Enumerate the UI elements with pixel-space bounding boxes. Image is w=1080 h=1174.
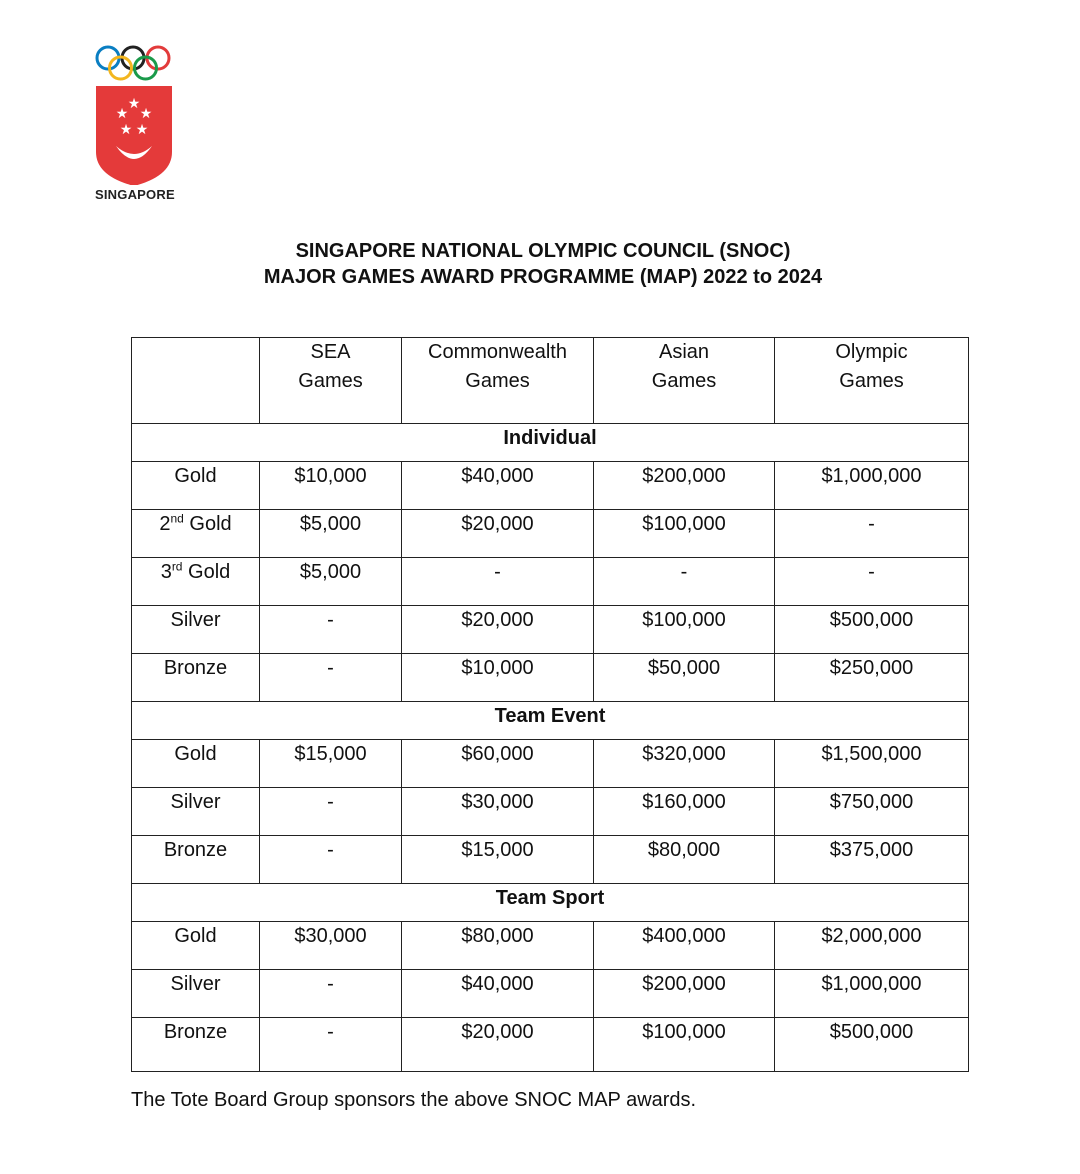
medal-label: Bronze [132, 654, 260, 702]
sea-value: $5,000 [260, 510, 402, 558]
medal-label: Bronze [132, 836, 260, 884]
sea-value: - [260, 970, 402, 1018]
table-row [132, 462, 969, 510]
olympic-value: $500,000 [775, 1018, 969, 1072]
commonwealth-value: $20,000 [402, 1018, 594, 1072]
olympic-value: - [775, 510, 969, 558]
commonwealth-value: $30,000 [402, 788, 594, 836]
asian-value: $200,000 [594, 970, 775, 1018]
sea-value: - [260, 836, 402, 884]
svg-text:★: ★ [139, 106, 153, 122]
table-row [132, 788, 969, 836]
asian-value: $320,000 [594, 740, 775, 788]
table-row [132, 836, 969, 884]
commonwealth-value: $10,000 [402, 654, 594, 702]
asian-value: $100,000 [594, 606, 775, 654]
title-line-1: SINGAPORE NATIONAL OLYMPIC COUNCIL (SNOC) [295, 240, 791, 262]
medal-label: Silver [132, 970, 260, 1018]
sea-value: $5,000 [260, 558, 402, 606]
commonwealth-value: $80,000 [402, 922, 594, 970]
sponsor-footnote: The Tote Board Group sponsors the above SNOC MAP awards. [131, 1089, 697, 1111]
asian-value: $200,000 [594, 462, 775, 510]
commonwealth-value: $20,000 [402, 510, 594, 558]
table-row [132, 510, 969, 558]
olympic-value: $1,500,000 [775, 740, 969, 788]
sea-value: - [260, 788, 402, 836]
sea-value: - [260, 654, 402, 702]
asian-value: $50,000 [594, 654, 775, 702]
olympic-value: $500,000 [775, 606, 969, 654]
snoc-logo [88, 40, 180, 185]
asian-value: $100,000 [594, 1018, 775, 1072]
olympic-value: $1,000,000 [775, 970, 969, 1018]
table-row [132, 654, 969, 702]
table-row [132, 1018, 969, 1072]
medal-label: 3rd Gold [132, 558, 260, 606]
medal-label: Silver [132, 606, 260, 654]
asian-value: $100,000 [594, 510, 775, 558]
svg-text:★: ★ [115, 106, 129, 122]
sea-value: - [260, 1018, 402, 1072]
olympic-rings-shield-icon [88, 40, 180, 185]
medal-label: Gold [132, 922, 260, 970]
olympic-value: $1,000,000 [775, 462, 969, 510]
olympic-value: $250,000 [775, 654, 969, 702]
section-row-team-sport [132, 884, 969, 922]
commonwealth-value: $60,000 [402, 740, 594, 788]
olympic-value: $750,000 [775, 788, 969, 836]
medal-label: 2nd Gold [132, 510, 260, 558]
title-line-2: MAJOR GAMES AWARD PROGRAMME (MAP) 2022 to 2024 [263, 266, 823, 288]
commonwealth-value: $15,000 [402, 836, 594, 884]
awards-table [131, 337, 969, 1072]
asian-value: - [594, 558, 775, 606]
asian-value: $400,000 [594, 922, 775, 970]
section-row-team-event [132, 702, 969, 740]
svg-text:★: ★ [135, 122, 149, 138]
header-cell-asian: Asian Games [594, 338, 775, 424]
commonwealth-value: - [402, 558, 594, 606]
section-title: Team Event [132, 702, 969, 740]
table-row [132, 970, 969, 1018]
medal-label: Gold [132, 462, 260, 510]
header-row [132, 338, 969, 424]
svg-text:★: ★ [119, 122, 133, 138]
section-row-individual [132, 424, 969, 462]
sea-value: $30,000 [260, 922, 402, 970]
olympic-value: $2,000,000 [775, 922, 969, 970]
asian-value: $80,000 [594, 836, 775, 884]
asian-value: $160,000 [594, 788, 775, 836]
commonwealth-value: $40,000 [402, 970, 594, 1018]
medal-label: Gold [132, 740, 260, 788]
section-title: Team Sport [132, 884, 969, 922]
table-row [132, 922, 969, 970]
sea-value: - [260, 606, 402, 654]
logo-caption: SINGAPORE [95, 187, 175, 202]
olympic-value: $375,000 [775, 836, 969, 884]
table-row [132, 740, 969, 788]
header-cell-commonwealth: Commonwealth Games [402, 338, 594, 424]
commonwealth-value: $40,000 [402, 462, 594, 510]
header-cell-sea: SEA Games [260, 338, 402, 424]
header-cell-olympic: Olympic Games [775, 338, 969, 424]
svg-text:★: ★ [127, 96, 141, 112]
table-row [132, 558, 969, 606]
header-cell-empty [132, 338, 260, 424]
document-title [0, 238, 1080, 290]
medal-label: Silver [132, 788, 260, 836]
olympic-value: - [775, 558, 969, 606]
section-title: Individual [132, 424, 969, 462]
commonwealth-value: $20,000 [402, 606, 594, 654]
sea-value: $15,000 [260, 740, 402, 788]
sea-value: $10,000 [260, 462, 402, 510]
table-row [132, 606, 969, 654]
medal-label: Bronze [132, 1018, 260, 1072]
